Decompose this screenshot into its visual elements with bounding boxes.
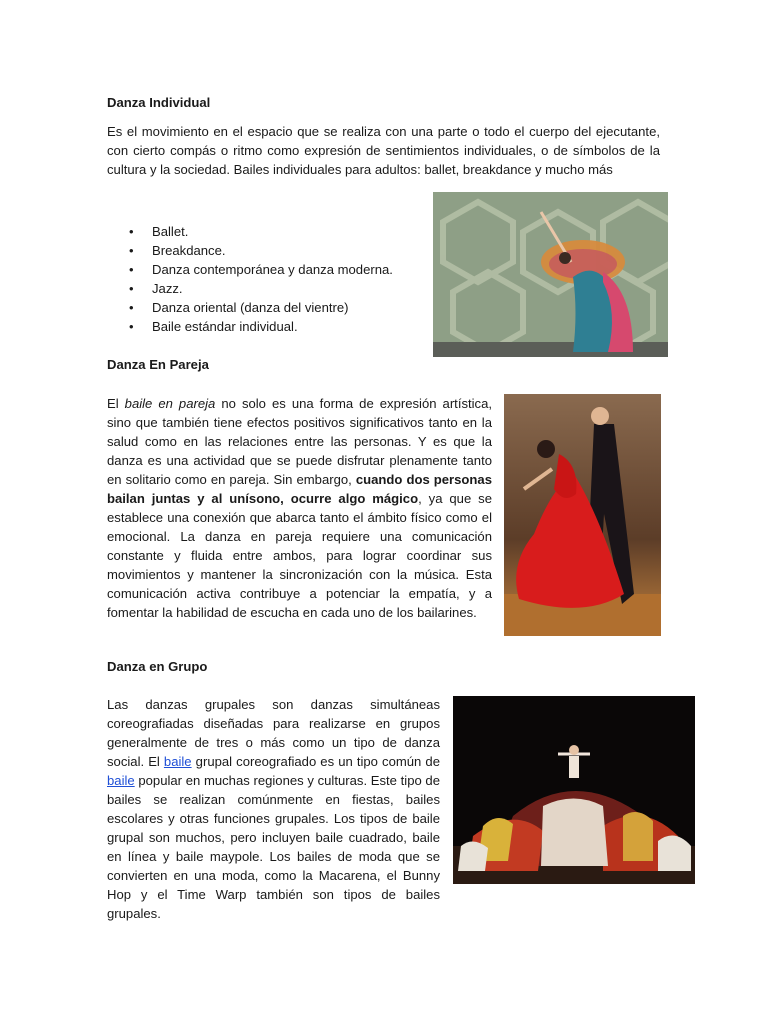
heading-danza-individual: Danza Individual bbox=[107, 95, 211, 110]
pareja-text-middle: no solo es una forma de expresión artística, sino que también tiene efectos positivos significativos tanto en la salud como en las relaciones entre las personas. Y es que la danza es una actividad que se puede disfrutar plenamente tanto en solitario como en pareja. Sin embargo, bbox=[107, 396, 493, 487]
heading-danza-en-grupo: Danza en Grupo bbox=[107, 659, 208, 674]
paragraph-danza-en-pareja bbox=[107, 394, 492, 622]
pareja-italic-phrase: baile en pareja bbox=[124, 396, 216, 411]
list-item: • Danza oriental (danza del vientre) bbox=[107, 298, 427, 317]
grupo-text-end: popular en muchas regiones y culturas. Este tipo de bailes se realizan comúnmente en fiestas, bailes escolares y otras funciones grupales. Los tipos de baile grupal son muchos, pero incluyen baile cuadrado, baile en línea y baile maypole. Los bailes de moda que se convierten en una moda, como la Macarena, el Bunny Hop y el Time Warp también son tipos de bailes grupales. bbox=[107, 773, 440, 921]
paragraph-danza-en-grupo bbox=[107, 695, 440, 923]
grupo-text-middle: grupal coreografiado es un tipo común de bbox=[191, 754, 440, 769]
ballroom-couple-photo bbox=[504, 394, 661, 636]
list-item: • Danza contemporánea y danza moderna. bbox=[107, 260, 427, 279]
baile-link-1[interactable]: baile bbox=[163, 754, 192, 769]
solo-dancer-photo bbox=[433, 192, 668, 357]
grupo-text-start: Las danzas grupales son danzas simultáneas coreografiadas diseñadas para realizarse en grupos generalmente de tres o más como un tipo de danza social. El bbox=[107, 697, 440, 769]
list-item: • Jazz. bbox=[107, 279, 427, 298]
pareja-text-start: El bbox=[107, 396, 125, 411]
paragraph-danza-individual: Es el movimiento en el espacio que se realiza con una parte o todo el cuerpo del ejecutante, con cierto compás o ritmo como expresión de sentimientos individuales, o de símbolos de la cultura y la sociedad. Bailes individuales para adultos: ballet, breakdance y mucho más bbox=[107, 124, 660, 177]
heading-danza-en-pareja: Danza En Pareja bbox=[107, 357, 209, 372]
pareja-bold-phrase: cuando dos personas bailan juntas y al unísono, ocurre algo mágico bbox=[107, 472, 492, 506]
group-dance-photo bbox=[453, 696, 695, 884]
list-item: • Ballet. bbox=[107, 222, 427, 241]
list-item: • Breakdance. bbox=[107, 241, 427, 260]
baile-link-2[interactable]: baile bbox=[107, 773, 135, 788]
dance-types-list bbox=[107, 222, 427, 336]
pareja-text-end: , ya que se establece una conexión que abarca tanto el ámbito físico como el emocional. La danza en pareja requiere una comunicación constante y fluida entre ambos, para lograr coordinar sus movimientos y mantener la sincronización con la música. Esta comunicación activa contribuye a potenciar la empatía, y a fomentar la habilidad de escucha en cada uno de los bailarines. bbox=[107, 491, 492, 620]
list-item: • Baile estándar individual. bbox=[107, 317, 427, 336]
